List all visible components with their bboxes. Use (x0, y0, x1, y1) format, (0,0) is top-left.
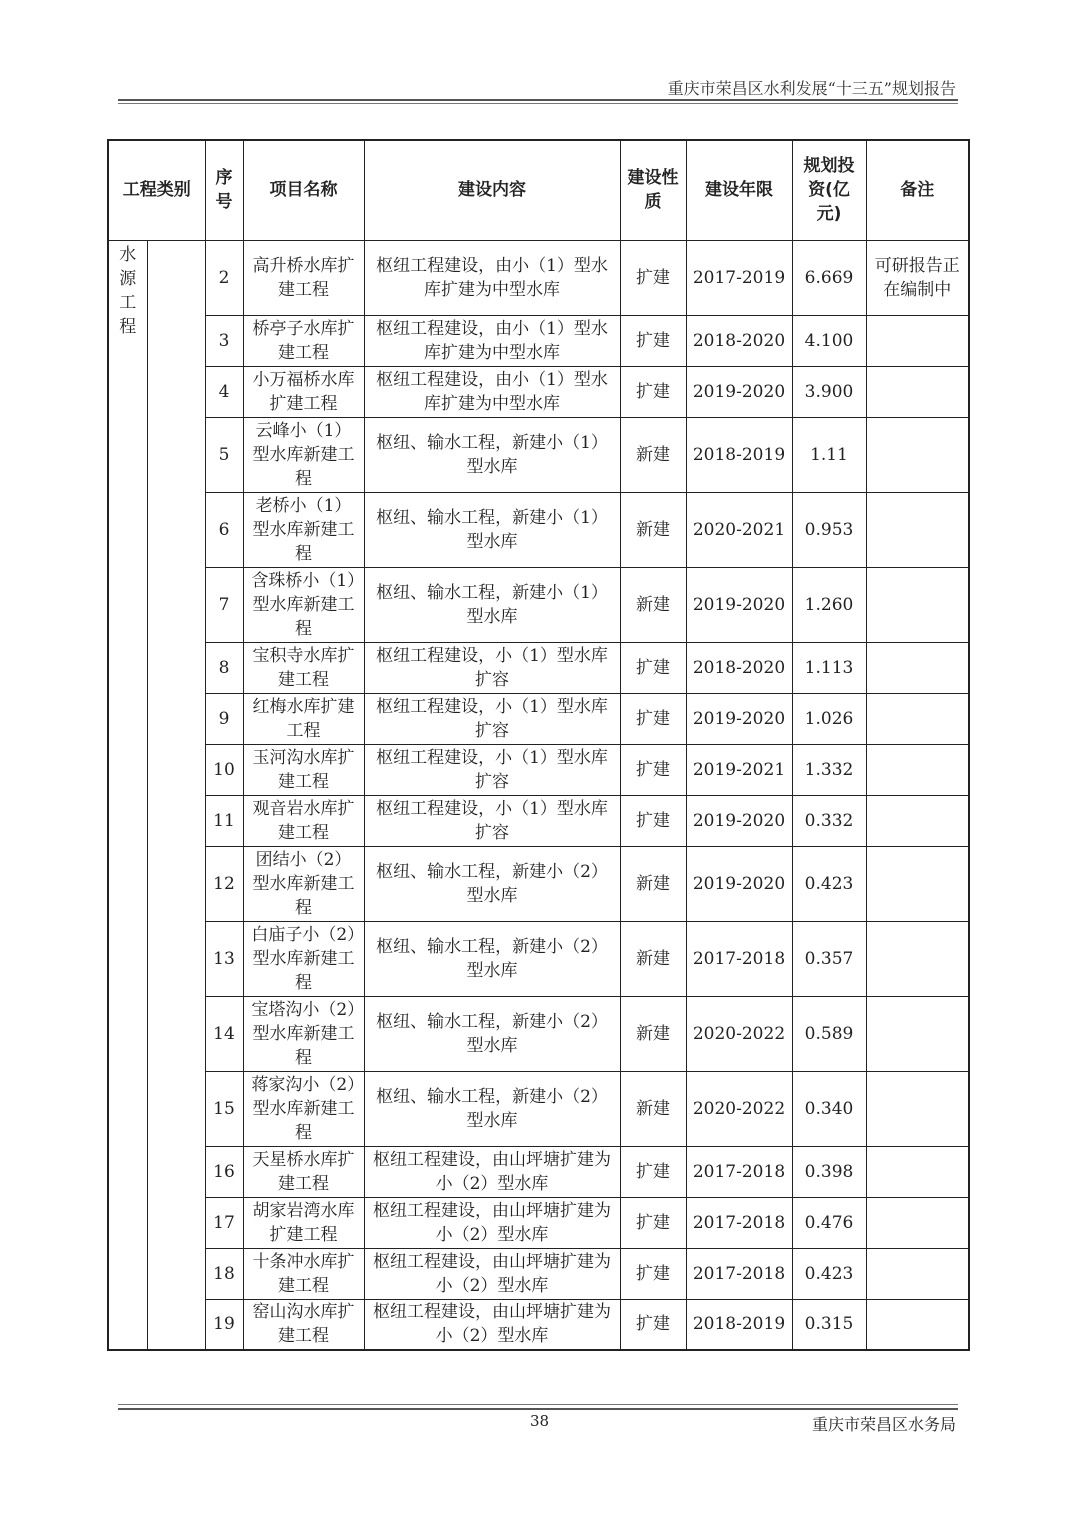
cell-invest: 1.113 (792, 642, 866, 693)
cell-seq: 4 (205, 366, 243, 417)
col-header-years: 建设年限 (686, 140, 792, 240)
cell-invest: 1.026 (792, 693, 866, 744)
cell-years: 2019-2021 (686, 744, 792, 795)
table-row (108, 417, 969, 492)
table-row (108, 642, 969, 693)
cell-invest: 0.423 (792, 1248, 866, 1299)
cell-years: 2017-2018 (686, 921, 792, 996)
cell-seq: 6 (205, 492, 243, 567)
cell-invest: 6.669 (792, 240, 866, 315)
table-row (108, 1197, 969, 1248)
cell-name: 蒋家沟小（2）型水库新建工程 (243, 1071, 364, 1146)
cell-name: 胡家岩湾水库扩建工程 (243, 1197, 364, 1248)
cell-name: 含珠桥小（1）型水库新建工程 (243, 567, 364, 642)
cell-remark (866, 1299, 969, 1350)
cell-invest: 0.357 (792, 921, 866, 996)
cell-seq: 19 (205, 1299, 243, 1350)
cell-content: 枢纽、输水工程，新建小（2）型水库 (364, 996, 620, 1071)
cell-nature: 扩建 (620, 315, 686, 366)
cell-nature: 扩建 (620, 240, 686, 315)
cell-remark (866, 366, 969, 417)
cell-nature: 扩建 (620, 744, 686, 795)
cell-invest: 0.332 (792, 795, 866, 846)
cell-nature: 新建 (620, 921, 686, 996)
cell-name: 高升桥水库扩建工程 (243, 240, 364, 315)
table-row (108, 366, 969, 417)
cell-name: 桥亭子水库扩建工程 (243, 315, 364, 366)
cell-remark (866, 1197, 969, 1248)
cell-content: 枢纽、输水工程，新建小（2）型水库 (364, 1071, 620, 1146)
cell-nature: 扩建 (620, 1146, 686, 1197)
col-header-nature: 建设性质 (620, 140, 686, 240)
table-row (108, 795, 969, 846)
cell-remark (866, 417, 969, 492)
footer-rule (118, 1408, 958, 1410)
cell-nature: 扩建 (620, 366, 686, 417)
cell-remark (866, 846, 969, 921)
cell-seq: 12 (205, 846, 243, 921)
category-cell: 水源工程 (108, 240, 147, 1350)
cell-content: 枢纽工程建设，由小（1）型水库扩建为中型水库 (364, 366, 620, 417)
cell-years: 2018-2019 (686, 417, 792, 492)
cell-years: 2019-2020 (686, 846, 792, 921)
cell-invest: 3.900 (792, 366, 866, 417)
cell-name: 小万福桥水库扩建工程 (243, 366, 364, 417)
cell-name: 十条冲水库扩建工程 (243, 1248, 364, 1299)
cell-years: 2018-2019 (686, 1299, 792, 1350)
cell-remark (866, 744, 969, 795)
cell-nature: 扩建 (620, 693, 686, 744)
cell-invest: 0.340 (792, 1071, 866, 1146)
col-header-name: 项目名称 (243, 140, 364, 240)
cell-nature: 扩建 (620, 795, 686, 846)
cell-seq: 2 (205, 240, 243, 315)
cell-years: 2019-2020 (686, 795, 792, 846)
col-header-seq: 序号 (205, 140, 243, 240)
cell-remark (866, 693, 969, 744)
table-row (108, 492, 969, 567)
table-row (108, 744, 969, 795)
cell-years: 2017-2018 (686, 1197, 792, 1248)
cell-remark (866, 1146, 969, 1197)
cell-seq: 3 (205, 315, 243, 366)
cell-name: 观音岩水库扩建工程 (243, 795, 364, 846)
cell-seq: 13 (205, 921, 243, 996)
table-body (108, 240, 969, 1350)
cell-invest: 4.100 (792, 315, 866, 366)
cell-years: 2018-2020 (686, 315, 792, 366)
cell-remark (866, 642, 969, 693)
cell-seq: 16 (205, 1146, 243, 1197)
cell-nature: 新建 (620, 846, 686, 921)
cell-years: 2018-2020 (686, 642, 792, 693)
cell-invest: 0.315 (792, 1299, 866, 1350)
cell-seq: 8 (205, 642, 243, 693)
table-row (108, 567, 969, 642)
col-header-content: 建设内容 (364, 140, 620, 240)
cell-content: 枢纽工程建设，由小（1）型水库扩建为中型水库 (364, 315, 620, 366)
cell-content: 枢纽工程建设，小（1）型水库扩容 (364, 642, 620, 693)
cell-remark (866, 1248, 969, 1299)
cell-name: 天星桥水库扩建工程 (243, 1146, 364, 1197)
cell-invest: 0.423 (792, 846, 866, 921)
cell-remark (866, 315, 969, 366)
table-row (108, 846, 969, 921)
cell-invest: 0.589 (792, 996, 866, 1071)
cell-remark (866, 795, 969, 846)
cell-content: 枢纽、输水工程，新建小（1）型水库 (364, 492, 620, 567)
cell-years: 2019-2020 (686, 567, 792, 642)
cell-nature: 扩建 (620, 1248, 686, 1299)
cell-content: 枢纽、输水工程，新建小（1）型水库 (364, 567, 620, 642)
cell-content: 枢纽工程建设，小（1）型水库扩容 (364, 693, 620, 744)
project-table-wrapper (107, 139, 968, 1351)
cell-nature: 新建 (620, 417, 686, 492)
cell-content: 枢纽工程建设，由小（1）型水库扩建为中型水库 (364, 240, 620, 315)
cell-name: 宝塔沟小（2）型水库新建工程 (243, 996, 364, 1071)
cell-seq: 5 (205, 417, 243, 492)
table-row (108, 921, 969, 996)
cell-remark (866, 567, 969, 642)
cell-nature: 新建 (620, 1071, 686, 1146)
cell-content: 枢纽、输水工程，新建小（1）型水库 (364, 417, 620, 492)
table-row (108, 240, 969, 315)
cell-name: 老桥小（1）型水库新建工程 (243, 492, 364, 567)
cell-content: 枢纽工程建设，由山坪塘扩建为小（2）型水库 (364, 1146, 620, 1197)
cell-nature: 扩建 (620, 1197, 686, 1248)
cell-name: 宝积寺水库扩建工程 (243, 642, 364, 693)
cell-content: 枢纽工程建设，由山坪塘扩建为小（2）型水库 (364, 1248, 620, 1299)
col-header-invest: 规划投资(亿元) (792, 140, 866, 240)
footer-org: 重庆市荣昌区水务局 (811, 1415, 956, 1434)
cell-invest: 0.476 (792, 1197, 866, 1248)
cell-seq: 10 (205, 744, 243, 795)
cell-nature: 新建 (620, 567, 686, 642)
cell-seq: 7 (205, 567, 243, 642)
cell-name: 团结小（2）型水库新建工程 (243, 846, 364, 921)
cell-content: 枢纽工程建设，由山坪塘扩建为小（2）型水库 (364, 1197, 620, 1248)
col-header-remark: 备注 (866, 140, 969, 240)
cell-name: 云峰小（1）型水库新建工程 (243, 417, 364, 492)
cell-seq: 18 (205, 1248, 243, 1299)
cell-years: 2017-2019 (686, 240, 792, 315)
cell-name: 白庙子小（2）型水库新建工程 (243, 921, 364, 996)
cell-remark (866, 921, 969, 996)
table-row (108, 315, 969, 366)
cell-invest: 1.332 (792, 744, 866, 795)
cell-years: 2020-2022 (686, 1071, 792, 1146)
cell-seq: 17 (205, 1197, 243, 1248)
table-row (108, 996, 969, 1071)
cell-remark: 可研报告正在编制中 (866, 240, 969, 315)
cell-years: 2017-2018 (686, 1146, 792, 1197)
cell-nature: 扩建 (620, 1299, 686, 1350)
cell-invest: 1.260 (792, 567, 866, 642)
cell-name: 红梅水库扩建工程 (243, 693, 364, 744)
cell-seq: 15 (205, 1071, 243, 1146)
table-row (108, 1071, 969, 1146)
page-number: 38 (530, 1412, 550, 1430)
cell-content: 枢纽、输水工程，新建小（2）型水库 (364, 921, 620, 996)
header-rule (118, 99, 958, 101)
cell-years: 2017-2018 (686, 1248, 792, 1299)
cell-name: 窑山沟水库扩建工程 (243, 1299, 364, 1350)
col-header-category: 工程类别 (108, 140, 205, 240)
cell-years: 2019-2020 (686, 366, 792, 417)
footer-rule-thin (118, 1404, 958, 1405)
cell-content: 枢纽工程建设，小（1）型水库扩容 (364, 744, 620, 795)
cell-remark (866, 492, 969, 567)
project-table (107, 139, 970, 1351)
cell-invest: 1.11 (792, 417, 866, 492)
table-row (108, 693, 969, 744)
cell-seq: 11 (205, 795, 243, 846)
cell-nature: 新建 (620, 492, 686, 567)
table-row (108, 1299, 969, 1350)
cell-invest: 0.953 (792, 492, 866, 567)
cell-remark (866, 996, 969, 1071)
table-row (108, 1248, 969, 1299)
cell-nature: 扩建 (620, 642, 686, 693)
table-header-row (108, 140, 969, 240)
cell-content: 枢纽、输水工程，新建小（2）型水库 (364, 846, 620, 921)
page-header-title: 重庆市荣昌区水利发展“十三五”规划报告 (667, 79, 956, 98)
cell-content: 枢纽工程建设，由山坪塘扩建为小（2）型水库 (364, 1299, 620, 1350)
subcategory-cell (147, 240, 205, 1350)
table-row (108, 1146, 969, 1197)
cell-seq: 9 (205, 693, 243, 744)
cell-years: 2020-2022 (686, 996, 792, 1071)
header-rule-thin (118, 103, 958, 104)
cell-name: 玉河沟水库扩建工程 (243, 744, 364, 795)
cell-remark (866, 1071, 969, 1146)
cell-years: 2019-2020 (686, 693, 792, 744)
cell-years: 2020-2021 (686, 492, 792, 567)
cell-seq: 14 (205, 996, 243, 1071)
cell-content: 枢纽工程建设，小（1）型水库扩容 (364, 795, 620, 846)
cell-nature: 新建 (620, 996, 686, 1071)
cell-invest: 0.398 (792, 1146, 866, 1197)
